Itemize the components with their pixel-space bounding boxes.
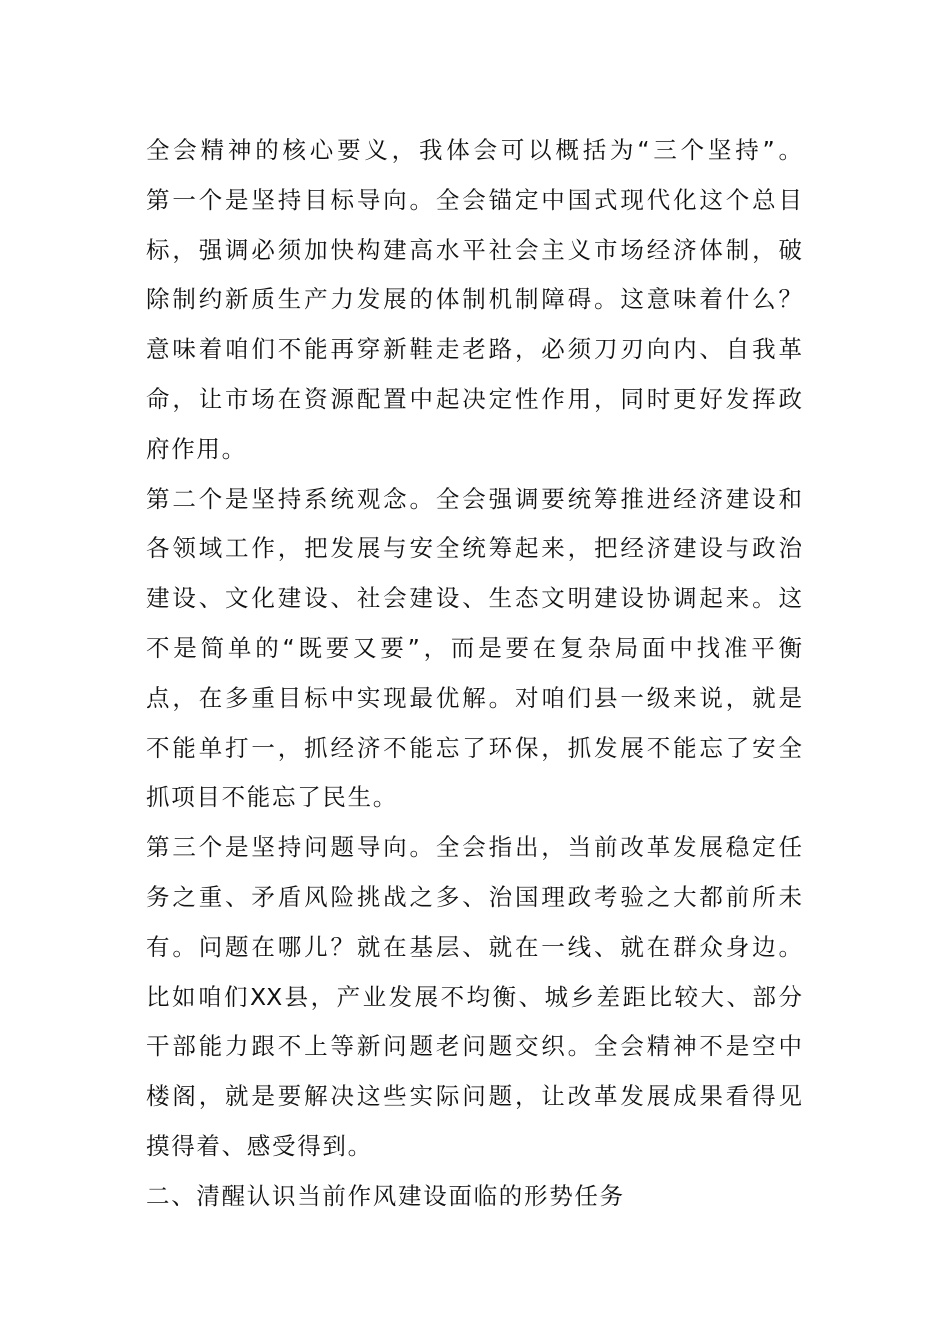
section-heading: 二、清醒认识当前作风建设面临的形势任务 <box>146 1181 625 1210</box>
text-line: 意味着咱们不能再穿新鞋走老路，必须刀刃向内、自我革 <box>146 335 802 364</box>
text-line: 标，强调必须加快构建高水平社会主义市场经济体制，破 <box>146 235 802 264</box>
text-line: 第三个是坚持问题导向。全会指出，当前改革发展稳定任 <box>146 833 802 862</box>
text-line: 楼阁，就是要解决这些实际问题，让改革发展成果看得见 <box>146 1082 802 1111</box>
text-line: 点，在多重目标中实现最优解。对咱们县一级来说，就是 <box>146 683 802 712</box>
text-line: 干部能力跟不上等新问题老问题交织。全会精神不是空中 <box>146 1032 802 1061</box>
text-line: 抓项目不能忘了民生。 <box>146 783 398 812</box>
text-line: 第一个是坚持目标导向。全会锚定中国式现代化这个总目 <box>146 185 802 214</box>
text-line: 不能单打一，抓经济不能忘了环保，抓发展不能忘了安全 <box>146 733 802 762</box>
text-line: 全会精神的核心要义，我体会可以概括为“三个坚持”。 <box>146 136 802 164</box>
text-line: 务之重、矛盾风险挑战之多、治国理政考验之大都前所未 <box>146 882 802 911</box>
text-line: 命，让市场在资源配置中起决定性作用，同时更好发挥政 <box>146 384 802 413</box>
text-line: 各领域工作，把发展与安全统筹起来，把经济建设与政治 <box>146 534 802 563</box>
text-line: 除制约新质生产力发展的体制机制障碍。这意味着什么？ <box>146 285 802 314</box>
text-line: 建设、文化建设、社会建设、生态文明建设协调起来。这 <box>146 584 802 613</box>
text-line: 第二个是坚持系统观念。全会强调要统筹推进经济建设和 <box>146 484 802 513</box>
text-line: 摸得着、感受得到。 <box>146 1131 373 1160</box>
text-line: 府作用。 <box>146 434 247 463</box>
text-line: 有。问题在哪儿？就在基层、就在一线、就在群众身边。 <box>146 932 802 961</box>
document-page <box>146 126 806 1222</box>
text-line: 比如咱们XX县，产业发展不均衡、城乡差距比较大、部分 <box>146 982 802 1011</box>
text-line: 不是简单的“既要又要”，而是要在复杂局面中找准平衡 <box>146 633 802 662</box>
